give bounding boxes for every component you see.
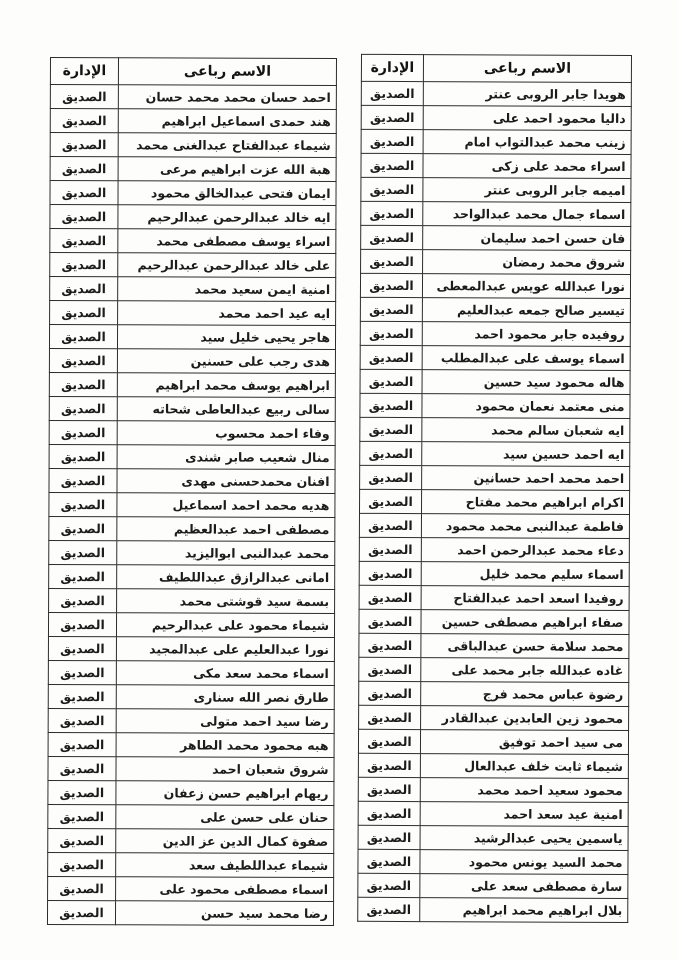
person-name-cell: بسمة سيد قوشتى محمد (117, 589, 335, 614)
table-row (361, 153, 631, 178)
table-row (358, 849, 628, 874)
person-name-cell: اسماء محمد سعد مكى (116, 661, 334, 686)
person-name-cell: اميمه جابر الروبى عنتر (423, 178, 631, 203)
admin-value-cell: الصديق (48, 804, 116, 828)
table-row (50, 156, 336, 181)
column-header-admin: الإدارة (361, 54, 423, 81)
table-row (361, 177, 631, 202)
table-row (360, 417, 630, 442)
table-row (49, 516, 335, 541)
admin-value-cell: الصديق (358, 777, 420, 801)
table-row (48, 876, 334, 901)
admin-value-cell: الصديق (359, 489, 421, 513)
person-name-cell: وفاء احمد محسوب (117, 421, 335, 446)
admin-value-cell: الصديق (49, 468, 117, 492)
admin-value-cell: الصديق (49, 396, 117, 420)
admin-value-cell: الصديق (361, 129, 423, 153)
table-row (48, 828, 334, 853)
admin-value-cell: الصديق (49, 540, 117, 564)
person-name-cell: هند حمدى اسماعيل ابراهيم (118, 109, 336, 134)
person-name-cell: هويدا جابر الروبى عنتر (423, 82, 631, 107)
table-row (48, 780, 334, 805)
person-name-cell: روفيدا اسعد احمد عبدالفتاح (421, 586, 629, 611)
person-name-cell: رضا محمد سيد حسن (115, 901, 333, 926)
table-row (47, 900, 333, 925)
table-row (358, 825, 628, 850)
table-row (48, 804, 334, 829)
admin-value-cell: الصديق (359, 657, 421, 681)
person-name-cell: طارق نصر الله سنارى (116, 685, 334, 710)
person-name-cell: شروق شعبان احمد (116, 757, 334, 782)
table-row (359, 681, 629, 706)
admin-value-cell: الصديق (360, 441, 422, 465)
admin-value-cell: الصديق (361, 225, 423, 249)
admin-value-cell: الصديق (358, 753, 420, 777)
person-name-cell: اكرام ابراهيم محمد مفتاح (421, 490, 629, 515)
person-name-cell: محمود زين العابدين عبدالقادر (421, 706, 629, 731)
table-row (360, 369, 630, 394)
admin-value-cell: الصديق (359, 537, 421, 561)
table-row (359, 513, 629, 538)
admin-value-cell: الصديق (47, 900, 115, 924)
table-row (49, 372, 335, 397)
table-row (359, 561, 629, 586)
admin-value-cell: الصديق (358, 825, 420, 849)
person-name-cell: افنان محمدحسنى مهدى (117, 469, 335, 494)
table-row (361, 105, 631, 130)
table-row (49, 348, 335, 373)
person-name-cell: تيسير صالح جمعه عبدالعليم (422, 298, 630, 323)
admin-value-cell: الصديق (360, 393, 422, 417)
person-name-cell: غاده عبدالله جابر محمد على (421, 658, 629, 683)
admin-value-cell: الصديق (360, 297, 422, 321)
admin-value-cell: الصديق (361, 105, 423, 129)
table-row (49, 588, 335, 613)
person-name-cell: صفاء ابراهيم مصطفى حسين (421, 610, 629, 635)
person-name-cell: دعاء محمد عبدالرحمن احمد (421, 538, 629, 563)
person-name-cell: مى سيد احمد توفيق (420, 730, 628, 755)
table-row (50, 300, 336, 325)
admin-value-cell: الصديق (48, 756, 116, 780)
admin-value-cell: الصديق (358, 729, 420, 753)
table-row (50, 276, 336, 301)
table-row (49, 324, 335, 349)
table-row (48, 732, 334, 757)
person-name-cell: امنية ايمن سعيد محمد (118, 277, 336, 302)
table-row (49, 564, 335, 589)
admin-value-cell: الصديق (360, 345, 422, 369)
person-name-cell: فاطمة عبدالنبى محمد محمود (421, 514, 629, 539)
table-row (49, 468, 335, 493)
table-row (361, 201, 631, 226)
admin-value-cell: الصديق (48, 684, 116, 708)
header-row (361, 54, 631, 82)
admin-value-cell: الصديق (359, 561, 421, 585)
table-row (48, 708, 334, 733)
table-row (49, 420, 335, 445)
person-name-cell: ريهام ابراهيم حسن زعفان (116, 781, 334, 806)
person-name-cell: اسماء سليم محمد خليل (421, 562, 629, 587)
person-name-cell: فان حسن احمد سليمان (423, 226, 631, 251)
column-header-name: الاسم رباعى (118, 58, 336, 86)
table-row (358, 753, 628, 778)
person-name-cell: اسماء مصطفى محمود على (116, 877, 334, 902)
admin-value-cell: الصديق (359, 609, 421, 633)
table-row (359, 705, 629, 730)
person-name-cell: ابراهيم يوسف محمد ابراهيم (117, 373, 335, 398)
admin-value-cell: الصديق (358, 801, 420, 825)
person-name-cell: حنان على حسن على (116, 805, 334, 830)
person-name-cell: منال شعيب صابر شندى (117, 445, 335, 470)
person-name-cell: ايه احمد حسين سيد (422, 442, 630, 467)
table-row (50, 108, 336, 133)
admin-value-cell: الصديق (48, 660, 116, 684)
admin-value-cell: الصديق (50, 180, 118, 204)
person-name-cell: اسراء محمد على زكى (423, 154, 631, 179)
person-name-cell: محمد عبدالنبى ابواليزيد (117, 541, 335, 566)
person-name-cell: منى معتمد نعمان محمود (422, 394, 630, 419)
table-row (359, 657, 629, 682)
admin-value-cell: الصديق (48, 636, 116, 660)
table-row (358, 729, 628, 754)
table-row (360, 297, 630, 322)
person-name-cell: على خالد عبدالرحمن عبدالرحيم (118, 253, 336, 278)
admin-value-cell: الصديق (360, 273, 422, 297)
admin-value-cell: الصديق (48, 780, 116, 804)
table-row (48, 684, 334, 709)
admin-value-cell: الصديق (359, 633, 421, 657)
person-name-cell: هاجر يحيى خليل سيد (117, 325, 335, 350)
person-name-cell: شيماء عبدالفتاح عبدالغنى محمد (118, 133, 336, 158)
admin-value-cell: الصديق (358, 897, 420, 921)
table-row (50, 132, 336, 157)
admin-value-cell: الصديق (359, 585, 421, 609)
table-row (360, 393, 630, 418)
admin-value-cell: الصديق (49, 564, 117, 588)
admin-value-cell: الصديق (360, 369, 422, 393)
table-row (49, 444, 335, 469)
admin-value-cell: الصديق (49, 348, 117, 372)
admin-value-cell: الصديق (49, 420, 117, 444)
header-row (50, 57, 336, 85)
table-row (361, 249, 631, 274)
admin-value-cell: الصديق (49, 444, 117, 468)
person-name-cell: داليا محمود احمد على (423, 106, 631, 131)
table-row (48, 852, 334, 877)
roster-table-right (357, 54, 632, 923)
table-row (358, 873, 628, 898)
admin-value-cell: الصديق (50, 276, 118, 300)
table-row (358, 801, 628, 826)
person-name-cell: هاله محمود سيد حسين (422, 370, 630, 395)
admin-value-cell: الصديق (361, 201, 423, 225)
person-name-cell: مصطفى احمد عبدالعظيم (117, 517, 335, 542)
table-row (48, 660, 334, 685)
admin-value-cell: الصديق (49, 492, 117, 516)
person-name-cell: هبة الله عزت ابراهيم مرعى (118, 157, 336, 182)
table-row (50, 252, 336, 277)
table-row (360, 273, 630, 298)
person-name-cell: اسراء يوسف مصطفى محمد (118, 229, 336, 254)
table-row (360, 441, 630, 466)
person-name-cell: شيماء ثابت خلف عبدالعال (420, 754, 628, 779)
person-name-cell: ياسمين يحيى عبدالرشيد (420, 826, 628, 851)
column-header-name: الاسم رباعى (423, 55, 631, 83)
admin-value-cell: الصديق (359, 513, 421, 537)
table-row (361, 225, 631, 250)
table-row (361, 81, 631, 106)
admin-value-cell: الصديق (48, 876, 116, 900)
table-row (359, 489, 629, 514)
table-row (50, 84, 336, 109)
person-name-cell: احمد محمد احمد حسانين (422, 466, 630, 491)
admin-value-cell: الصديق (361, 177, 423, 201)
admin-value-cell: الصديق (49, 372, 117, 396)
person-name-cell: محمد السيد يونس محمود (420, 850, 628, 875)
person-name-cell: رضوة عباس محمد فرج (421, 682, 629, 707)
admin-value-cell: الصديق (50, 204, 118, 228)
person-name-cell: شيماء عبداللطيف سعد (116, 853, 334, 878)
person-name-cell: امنية عيد سعد احمد (420, 802, 628, 827)
table-row (49, 396, 335, 421)
table-row (50, 228, 336, 253)
person-name-cell: زينب محمد عبدالتواب امام (423, 130, 631, 155)
table-row (358, 777, 628, 802)
person-name-cell: محمد سلامة حسن عبدالباقى (421, 634, 629, 659)
admin-value-cell: الصديق (49, 324, 117, 348)
admin-value-cell: الصديق (361, 81, 423, 105)
person-name-cell: احمد حسان محمد محمد حسان (118, 85, 336, 110)
roster-table-left (47, 57, 337, 926)
person-name-cell: شروق محمد رمضان (423, 250, 631, 275)
person-name-cell: نورا عبدالعليم على عبدالمجيد (116, 637, 334, 662)
table-row (360, 465, 630, 490)
admin-value-cell: الصديق (50, 156, 118, 180)
admin-value-cell: الصديق (361, 249, 423, 273)
table-row (360, 321, 630, 346)
admin-value-cell: الصديق (360, 321, 422, 345)
person-name-cell: بلال ابراهيم محمد ابراهيم (420, 898, 628, 923)
person-name-cell: ايه شعبان سالم محمد (422, 418, 630, 443)
admin-value-cell: الصديق (49, 516, 117, 540)
person-name-cell: صفوة كمال الدين عز الدين (116, 829, 334, 854)
table-row (360, 345, 630, 370)
admin-value-cell: الصديق (50, 300, 118, 324)
person-name-cell: رضا سيد احمد متولى (116, 709, 334, 734)
person-name-cell: اسماء جمال محمد عبدالواحد (423, 202, 631, 227)
person-name-cell: ايه عيد احمد محمد (118, 301, 336, 326)
admin-value-cell: الصديق (48, 612, 116, 636)
table-row (359, 609, 629, 634)
table-row (361, 129, 631, 154)
admin-value-cell: الصديق (49, 588, 117, 612)
admin-value-cell: الصديق (360, 417, 422, 441)
person-name-cell: هديه محمد احمد اسماعيل (117, 493, 335, 518)
admin-value-cell: الصديق (359, 681, 421, 705)
table-row (49, 540, 335, 565)
person-name-cell: نورا عبدالله عويس عبدالمعطى (422, 274, 630, 299)
person-name-cell: هدى رجب على حسنين (117, 349, 335, 374)
admin-value-cell: الصديق (361, 153, 423, 177)
column-header-admin: الإدارة (50, 57, 118, 84)
admin-value-cell: الصديق (50, 132, 118, 156)
person-name-cell: امانى عبدالرازق عبداللطيف (117, 565, 335, 590)
admin-value-cell: الصديق (358, 849, 420, 873)
admin-value-cell: الصديق (50, 252, 118, 276)
table-row (50, 180, 336, 205)
admin-value-cell: الصديق (358, 873, 420, 897)
admin-value-cell: الصديق (48, 732, 116, 756)
person-name-cell: سالى ربيع عبدالعاطى شحاته (117, 397, 335, 422)
person-name-cell: هبه محمود محمد الطاهر (116, 733, 334, 758)
admin-value-cell: الصديق (360, 465, 422, 489)
admin-value-cell: الصديق (359, 705, 421, 729)
table-row (48, 612, 334, 637)
person-name-cell: شيماء محمود على عبدالرحيم (116, 613, 334, 638)
table-row (48, 756, 334, 781)
admin-value-cell: الصديق (48, 828, 116, 852)
table-row (359, 537, 629, 562)
table-row (48, 636, 334, 661)
table-row (50, 204, 336, 229)
person-name-cell: ايه خالد عبدالرحمن عبدالرحيم (118, 205, 336, 230)
admin-value-cell: الصديق (48, 708, 116, 732)
person-name-cell: اسماء يوسف على عبدالمطلب (422, 346, 630, 371)
person-name-cell: سارة مصطفى سعد على (420, 874, 628, 899)
person-name-cell: ايمان فتحى عبدالخالق محمود (118, 181, 336, 206)
table-row (359, 633, 629, 658)
table-row (49, 492, 335, 517)
admin-value-cell: الصديق (50, 108, 118, 132)
person-name-cell: محمود سعيد احمد محمد (420, 778, 628, 803)
table-row (359, 585, 629, 610)
table-row (358, 897, 628, 922)
admin-value-cell: الصديق (50, 228, 118, 252)
person-name-cell: روفيده جابر محمود احمد (422, 322, 630, 347)
admin-value-cell: الصديق (48, 852, 116, 876)
admin-value-cell: الصديق (50, 84, 118, 108)
